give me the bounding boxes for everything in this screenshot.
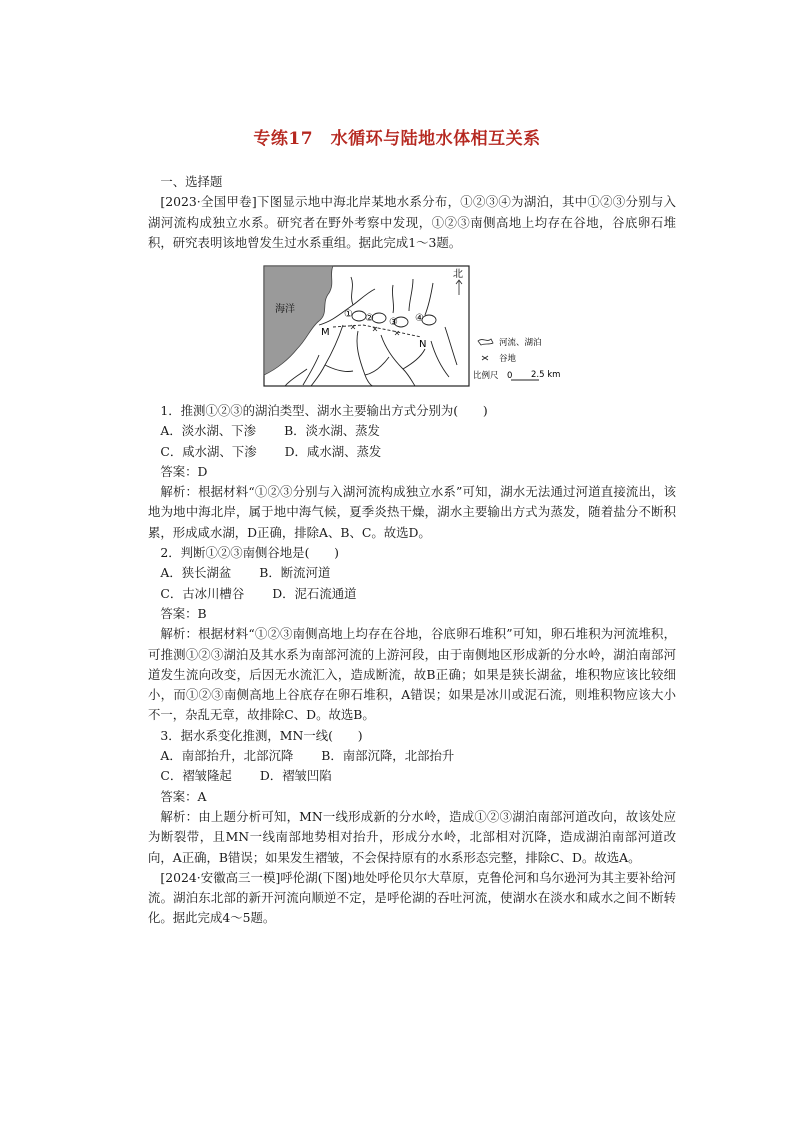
river-lake-legend-icon: [478, 339, 493, 345]
north-label: 北: [453, 269, 463, 280]
scale-label: 比例尺: [473, 371, 499, 381]
question-3: 3．据水系变化推测，MN一线( ): [160, 727, 363, 743]
page-title: 专练17 水循环与陆地水体相互关系: [253, 129, 541, 149]
lake-label-4: ④: [415, 313, 424, 324]
scale-value: 2.5 km: [531, 370, 561, 380]
questions: [148, 401, 676, 929]
section-1: [148, 172, 676, 253]
section-heading: 一、选择题: [160, 174, 223, 189]
analysis-2: 解析：根据材料“①②③南侧高地上均存在谷地，谷底卵石堆积”可知，卵石堆积为河流堆积，可推测①②③湖泊及其水系为南部河流的上游河段，由于南侧地区形成新的分水岭，湖泊南部河道发生流向改变，后因无水流汇入，造成断流，故B正确；如果是狭长湖盆，堆积物应该比较细小，而①②③南侧高地上谷底存在卵石堆积，A错误；如果是冰川或泥石流，则堆积物应该大小不一，杂乱无章，故排除C、D。故选B。: [148, 626, 676, 723]
question-2: 2．判断①②③南侧谷地是( ): [160, 545, 340, 561]
answer-3: 答案：A: [160, 788, 207, 804]
sea-label: 海洋: [275, 304, 295, 315]
question-2-options-row-1: [148, 563, 676, 583]
question-3-options-row-2: [148, 766, 676, 786]
legend-valley-label: 谷地: [499, 354, 517, 364]
option-b: B．断流河道: [259, 565, 331, 581]
option-d: D．咸水湖、蒸发: [284, 443, 382, 459]
option-c: C．古冰川槽谷: [160, 585, 245, 601]
n-label: N: [419, 339, 427, 350]
answer-1: 答案：D: [160, 463, 208, 479]
option-a: A．淡水湖、下渗: [160, 423, 257, 439]
lake-label-3: ③: [389, 317, 398, 328]
question-3-options-row-1: [148, 746, 676, 766]
water-system-map: [263, 265, 563, 388]
map-svg: [263, 265, 563, 388]
lake-label-2: ②: [365, 313, 374, 324]
option-b: B．淡水湖、蒸发: [284, 423, 380, 439]
legend-river-label: 河流、湖泊: [499, 338, 542, 348]
lake-1: [352, 311, 366, 321]
option-d: D．褶皱凹陷: [259, 768, 332, 784]
analysis-3: 解析：由上题分析可知，MN一线形成新的分水岭，造成①②③湖泊南部河道改向，故该处应为断裂带，且MN一线南部地势相对抬升，形成分水岭，北部相对沉降，造成湖泊南部河道改向，A正确，B错误；如果发生褶皱，不会保持原有的水系形态完整，排除C、D。故选A。: [148, 808, 676, 865]
m-label: M: [321, 327, 330, 338]
option-c: C．咸水湖、下渗: [160, 443, 257, 459]
option-d: D．泥石流通道: [272, 585, 357, 601]
question-1-options-row-1: [148, 421, 676, 441]
valley-legend-icon: [482, 356, 488, 360]
analysis-1: 解析：根据材料“①②③分别与入湖河流构成独立水系”可知，湖水无法通过河道直接流出，该地为地中海北岸，属于地中海气候，夏季炎热干燥，湖水主要输出方式为蒸发，随着盐分不断积累，形成咸水湖，D正确，排除A、B、C。故选D。: [148, 484, 676, 540]
question-1-options-row-2: [148, 442, 676, 462]
lake-4: [422, 315, 436, 325]
option-b: B．南部沉降，北部抬升: [321, 748, 455, 764]
scale-zero: 0: [507, 371, 513, 381]
question-1: 1．推测①②③的湖泊类型、湖水主要输出方式分别为( ): [160, 403, 488, 418]
intro-paragraph-1: [2023·全国甲卷]下图显示地中海北岸某地水系分布，①②③④为湖泊，其中①②③分别与入湖河流构成独立水系。研究者在野外考察中发现，①②③南侧高地上均存在谷地，谷底卵石堆积，研究表明该地曾发生过水系重组。据此完成1～3题。: [148, 194, 676, 250]
option-a: A．南部抬升，北部沉降: [160, 748, 294, 764]
option-c: C．褶皱隆起: [160, 768, 232, 784]
answer-2: 答案：B: [160, 605, 207, 621]
intro-paragraph-2: [2024·安徽高三一模]呼伦湖(下图)地处呼伦贝尔大草原，克鲁伦河和乌尔逊河为其主要补给河流。湖泊东北部的新开河流向顺逆不定，是呼伦湖的吞吐河流，使湖水在淡水和咸水之间不断转化。据此完成4～5题。: [148, 869, 676, 926]
question-2-options-row-2: [148, 584, 676, 604]
option-a: A．狭长湖盆: [160, 565, 232, 581]
lake-2: [372, 313, 386, 323]
lake-label-1: ①: [344, 309, 353, 320]
